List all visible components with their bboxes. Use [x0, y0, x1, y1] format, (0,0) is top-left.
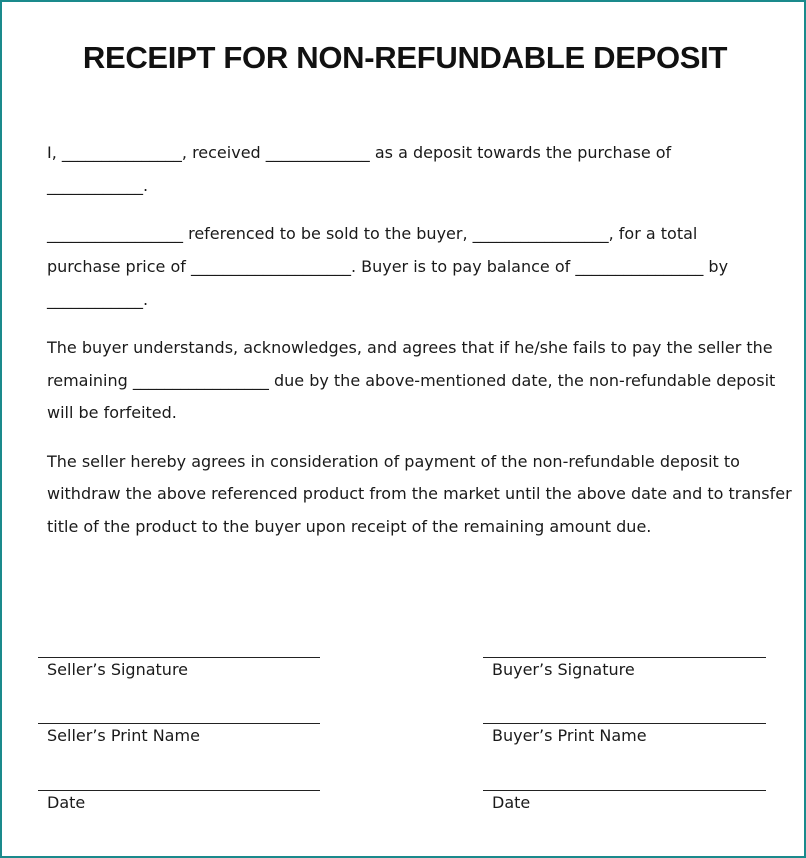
- buyer-print-name-line[interactable]: [483, 723, 766, 724]
- buyer-signature-label: Buyer’s Signature: [492, 660, 635, 679]
- seller-date-line[interactable]: [38, 790, 320, 791]
- paragraph-2-line-2: purchase price of ____________________. Buyer is to pay balance of ________________ by: [47, 257, 729, 276]
- paragraph-1-line-1: I, _______________, received _____________ as a deposit towards the purchase of: [47, 143, 672, 162]
- paragraph-4-line-2: withdraw the above referenced product from the market until the above date and to transfer: [47, 484, 792, 503]
- buyer-date-line[interactable]: [483, 790, 766, 791]
- document-title: RECEIPT FOR NON-REFUNDABLE DEPOSIT: [82, 40, 728, 75]
- seller-signature-line[interactable]: [38, 657, 320, 658]
- paragraph-4-line-1: The seller hereby agrees in consideration of payment of the non-refundable deposit to: [47, 452, 740, 471]
- seller-print-name-line[interactable]: [38, 723, 320, 724]
- paragraph-1-line-2: ____________.: [47, 176, 149, 195]
- buyer-signature-line[interactable]: [483, 657, 766, 658]
- buyer-date-label: Date: [492, 793, 531, 812]
- seller-signature-label: Seller’s Signature: [47, 660, 189, 679]
- paragraph-2-line-3: ____________.: [47, 290, 149, 309]
- paragraph-3-line-1: The buyer understands, acknowledges, and agrees that if he/she fails to pay the seller the: [47, 338, 773, 357]
- paragraph-3-line-3: will be forfeited.: [47, 403, 177, 422]
- seller-print-name-label: Seller’s Print Name: [47, 726, 200, 745]
- paragraph-3-line-2: remaining _________________ due by the above-mentioned date, the non-refundable deposit: [47, 371, 776, 390]
- paragraph-2-line-1: _________________ referenced to be sold to the buyer, _________________, for a total: [47, 224, 698, 243]
- seller-date-label: Date: [47, 793, 86, 812]
- buyer-print-name-label: Buyer’s Print Name: [492, 726, 647, 745]
- paragraph-4-line-3: title of the product to the buyer upon receipt of the remaining amount due.: [47, 517, 652, 536]
